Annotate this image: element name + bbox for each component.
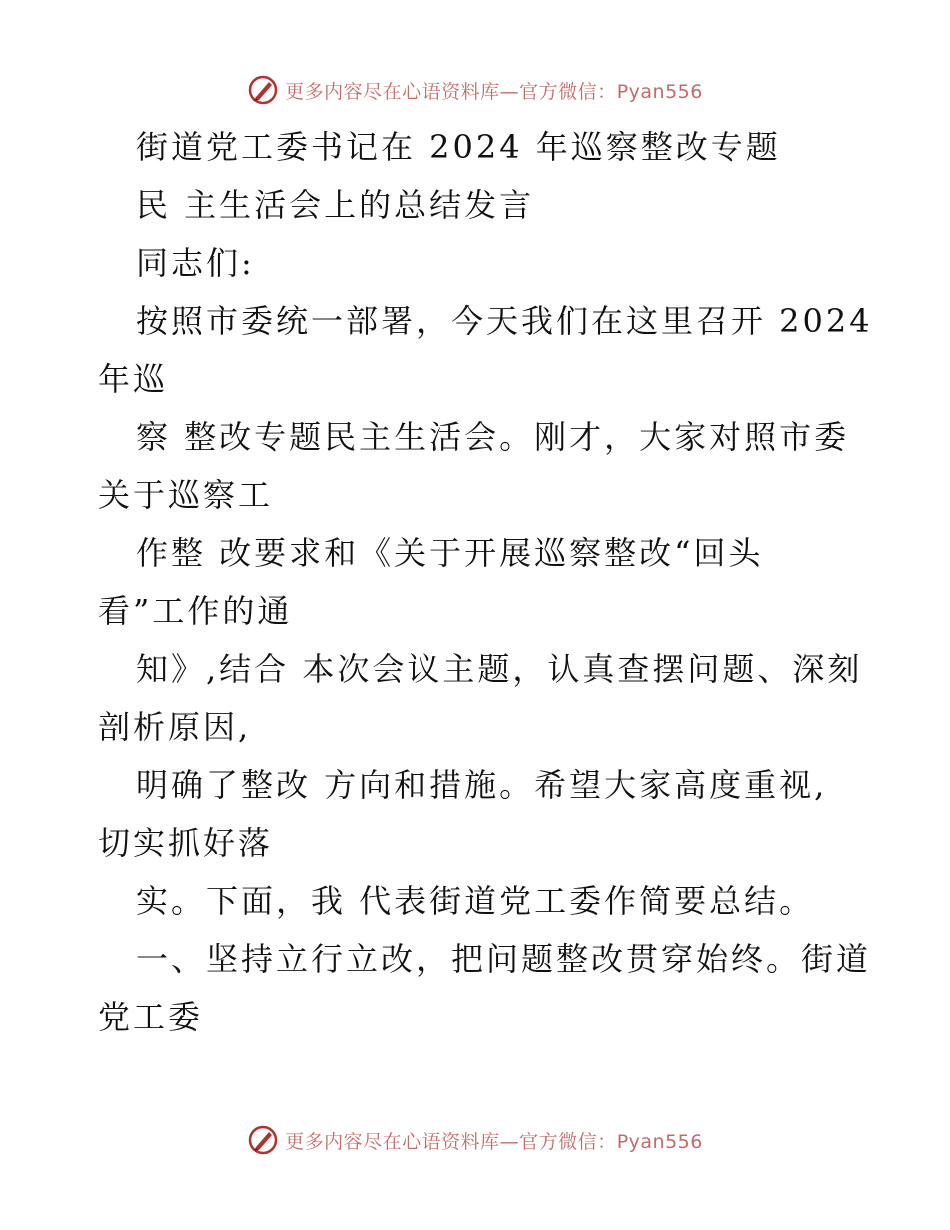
pen-logo-icon [247,74,279,106]
document-line: 实。下面，我 代表街道党工委作简要总结。 [136,882,815,920]
watermark-wechat-label: 官方微信： [519,80,617,103]
document-line: 剖析原因, [98,708,252,746]
document-line: 作整 改要求和《关于开展巡察整改“回头 [136,534,764,572]
document-line: 察 整改专题民主生活会。刚才，大家对照市委 [136,418,850,456]
document-line: 党工委 [98,998,204,1036]
watermark-text [285,1127,703,1154]
document-line: 看”工作的通 [98,592,293,630]
watermark-banner-top [0,70,950,110]
document-line: 街道党工委书记在 2024 年巡察整改专题 [136,128,781,166]
watermark-dash: — [499,1130,520,1153]
watermark-banner-bottom [0,1120,950,1160]
document-line: 年巡 [98,360,169,398]
document-line: 按照市委统一部署，今天我们在这里召开 2024 [136,302,873,340]
document-line: 明确了整改 方向和措施。希望大家高度重视, [136,766,828,804]
watermark-wechat-label: 官方微信： [519,1130,617,1153]
document-line: 民 主生活会上的总结发言 [136,186,535,224]
watermark-text [285,77,703,104]
document-line: 切实抓好落 [98,824,274,862]
watermark-site-text: 更多内容尽在心语资料库 [285,1130,500,1153]
pen-logo-icon [247,1124,279,1156]
document-line: 同志们: [136,244,255,282]
document-line: 关于巡察工 [98,476,274,514]
document-line: 一、坚持立行立改，把问题整改贯穿始终。街道 [136,940,872,978]
document-body [98,118,873,1046]
watermark-wechat-id: Pyan556 [616,80,703,103]
document-line: 知》,结合 本次会议主题，认真查摆问题、深刻 [136,650,863,688]
watermark-wechat-id: Pyan556 [616,1130,703,1153]
watermark-dash: — [499,80,520,103]
watermark-site-text: 更多内容尽在心语资料库 [285,80,500,103]
